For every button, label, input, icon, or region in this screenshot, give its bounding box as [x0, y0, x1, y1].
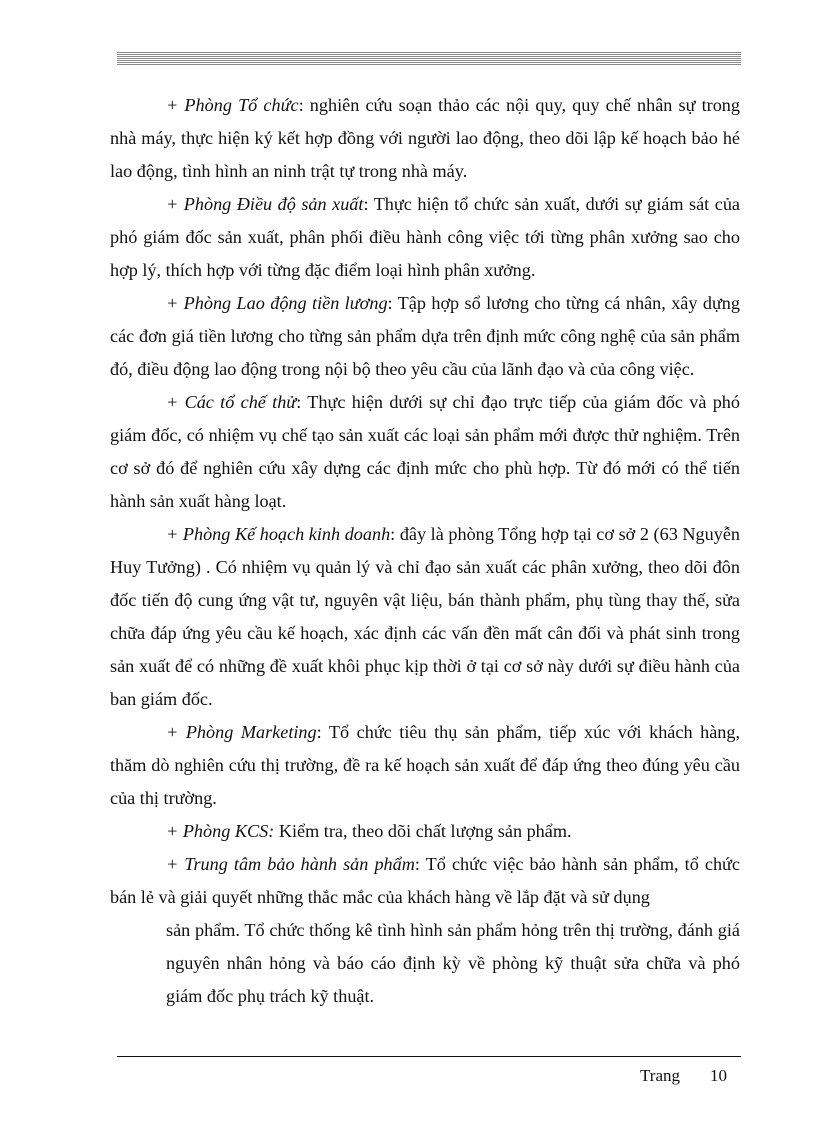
paragraph-text: Thực hiện dưới sự chỉ đạo trực tiếp của giám đốc và phó giám đốc, có nhiệm vụ chế tạo sản xuất các loại sản phẩm mới được thử nghiệm. Trên cơ sở đó để nghiên cứu xây dựng các định mức cho phù hợp. Từ đó mới có thể tiến hành sản xuất hàng loạt. — [110, 392, 740, 511]
paragraph-separator: : — [363, 194, 369, 214]
paragraph-label: + Phòng Marketing — [166, 722, 317, 742]
paragraph-phong-dieu-do — [110, 188, 740, 287]
paragraph-phong-kcs — [110, 815, 740, 848]
page-footer — [640, 1066, 760, 1086]
paragraph-text: Kiểm tra, theo dõi chất lượng sản phẩm. — [274, 821, 572, 841]
paragraph-separator: : — [316, 722, 322, 742]
paragraph-text: đây là phòng Tổng hợp tại cơ sở 2 (63 Nguyễn Huy Tưởng) . Có nhiệm vụ quản lý và chỉ đạo sản xuất các phân xưởng, theo dõi đôn đốc tiến độ cung ứng vật tư, nguyên vật liệu, bán thành phẩm, phụ tùng thay thế, sửa chữa đáp ứng yêu cầu kế hoạch, xác định các vấn đền mất cân đối và phát sinh trong sản xuất để có những đề xuất khôi phục kịp thời ở tại cơ sở này dưới sự điều hành của ban giám đốc. — [110, 524, 740, 709]
footer-rule — [117, 1056, 741, 1057]
paragraph-label: + Phòng Tổ chức — [166, 95, 299, 115]
paragraph-phong-to-chuc — [110, 89, 740, 188]
paragraph-trung-tam-bao-hanh — [110, 848, 740, 914]
header-rule — [117, 52, 741, 65]
paragraph-label: + Các tổ chế thử — [166, 392, 297, 412]
paragraph-text: Thực hiện tổ chức sản xuất, dưới sự giám sát của phó giám đốc sản xuất, phân phối điều hành công việc tới từng phân xưởng sao cho hợp lý, thích hợp với từng đặc điểm loại hình phân xưởng. — [110, 194, 740, 280]
paragraph-separator: : — [390, 524, 396, 544]
paragraph-text: nghiên cứu soạn thảo các nội quy, quy chế nhân sự trong nhà máy, thực hiện ký kết hợp đồng với người lao động, theo dõi lập kế hoạch bảo hé lao động, tình hình an ninh trật tự trong nhà máy. — [110, 95, 740, 181]
paragraph-label: + Phòng Điều độ sản xuất — [166, 194, 364, 214]
paragraph-label: + Phòng Kế hoạch kinh doanh — [166, 524, 391, 544]
paragraph-text: Tập hợp sổ lương cho từng cá nhân, xây dựng các đơn giá tiền lương cho từng sản phẩm dựa trên định mức công nghệ của sản phẩm đó, điều động lao động trong nội bộ theo yêu cầu của lãnh đạo và của công việc. — [110, 293, 740, 379]
paragraph-label: + Phòng KCS: — [166, 821, 275, 841]
paragraph-separator: : — [296, 392, 302, 412]
paragraph-text: Tổ chức tiêu thụ sản phẩm, tiếp xúc với khách hàng, thăm dò nghiên cứu thị trường, đề ra kế hoạch sản xuất để đáp ứng theo đúng yêu cầu của thị trường. — [110, 722, 740, 808]
paragraph-phong-marketing — [110, 716, 740, 815]
paragraph-to-che-thu — [110, 386, 740, 518]
paragraph-trung-tam-bao-hanh-continued — [166, 914, 740, 1013]
page-label: Trang — [640, 1066, 680, 1085]
body-text — [110, 89, 740, 1013]
paragraph-text: Tổ chức việc bảo hành sản phẩm, tổ chức bán lẻ và giải quyết những thắc mắc của khách hàng về lắp đặt và sử dụng — [110, 854, 740, 907]
paragraph-label: + Phòng Lao động tiền lương — [166, 293, 388, 313]
paragraph-separator: : — [298, 95, 304, 115]
paragraph-phong-ke-hoach — [110, 518, 740, 716]
paragraph-text: sản phẩm. Tổ chức thống kê tình hình sản phẩm hỏng trên thị trường, đánh giá nguyên nhân hỏng và báo cáo định kỳ về phòng kỹ thuật sửa chữa và phó giám đốc phụ trách kỹ thuật. — [166, 920, 740, 1006]
paragraph-phong-lao-dong — [110, 287, 740, 386]
paragraph-separator: : — [414, 854, 420, 874]
paragraph-separator: : — [387, 293, 393, 313]
paragraph-label: + Trung tâm bảo hành sản phẩm — [166, 854, 415, 874]
page-number: 10 — [710, 1066, 727, 1085]
